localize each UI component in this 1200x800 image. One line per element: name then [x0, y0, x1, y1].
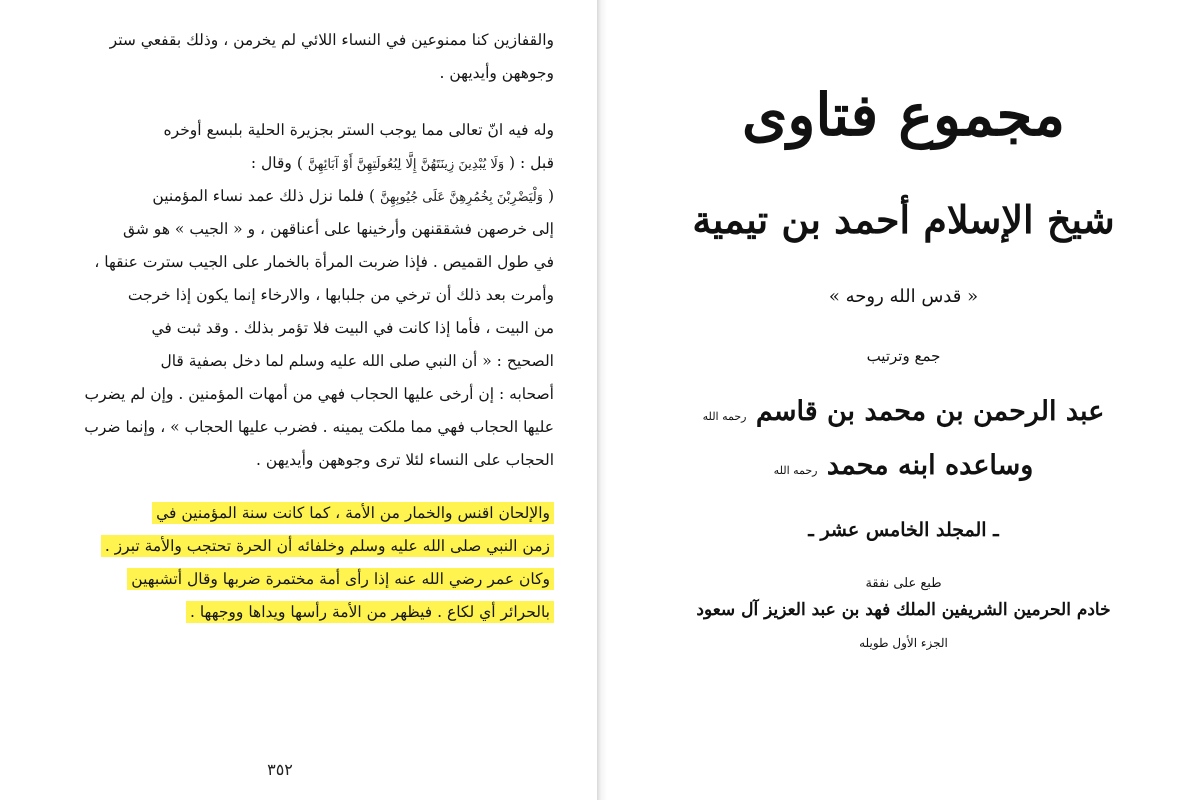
highlighted-line: [54, 530, 554, 563]
highlighted-text: وكان عمر رضي الله عنه إذا رأى أمة مختمرة ضربها وقال أتشبهين: [127, 568, 554, 590]
text-line: من البيت ، فأما إذا كانت في البيت فلا تؤمر بذلك . وقد ثبت في: [151, 319, 554, 337]
honorific: « قدس الله روحه »: [828, 286, 979, 307]
text-line: وجوههن وأيديهن .: [439, 64, 554, 82]
right-title-page: [607, 0, 1200, 800]
text-line: وأمرت بعد ذلك أن ترخي من جلبابها ، والارخاء إنما يكون إذا خرجت: [127, 286, 554, 304]
volume-label: ـ المجلد الخامس عشر ـ: [808, 519, 999, 541]
closing-line: الجزء الأول طويله: [859, 636, 948, 650]
page-body-text: [54, 24, 554, 629]
highlighted-line: [54, 563, 554, 596]
sponsor-line: خادم الحرمين الشريفين الملك فهد بن عبد العزيز آل سعود: [696, 600, 1111, 620]
text-fragment: ) وقال :: [250, 154, 303, 172]
assistant-name-text: وساعده ابنه محمد: [826, 450, 1034, 481]
compiled-by-label: جمع وترتيب: [866, 347, 941, 365]
text-fragment: قبل : (: [504, 154, 554, 172]
text-line: عليها الحجاب فهي مما ملكت يمينه . فضرب عليها الحجاب » ، وإنما ضرب: [84, 418, 554, 436]
highlighted-text: بالحرائر أي لكاع . فيظهر من الأمة رأسها ويداها ووجهها .: [186, 601, 554, 623]
highlighted-text: زمن النبي صلى الله عليه وسلم وخلفائه أن الحرة تحتجب والأمة تبرز .: [101, 535, 554, 557]
printed-by-label: طبع على نفقة: [865, 576, 942, 591]
author-title: شيخ الإسلام أحمد بن تيمية: [692, 197, 1115, 242]
left-page: [0, 0, 597, 800]
text-line-with-verse: [54, 180, 554, 213]
page-number: ٣٥٢: [267, 760, 293, 779]
text-line: أصحابه : إن أرخى عليها الحجاب فهي من أمهات المؤمنين . وإن لم يضرب: [84, 385, 554, 403]
text-line: إلى خرصهن فشققنهن وأرخينها على أعناقهن ، و « الجيب » هو شق: [122, 220, 554, 238]
text-line: الحجاب على النساء لئلا ترى وجوههن وأيديهن .: [256, 451, 554, 469]
compiler-name-text: عبد الرحمن بن محمد بن قاسم: [755, 396, 1105, 427]
assistant-name: [607, 446, 1200, 491]
book-title: مجموع فتاوى: [741, 81, 1066, 149]
assistant-honor: رحمه الله: [773, 464, 818, 477]
quran-verse-1: وَلَا يُبْدِينَ زِينَتَهُنَّ إِلَّا لِبُعُولَتِهِنَّ أَوْ آبَائِهِنَّ: [307, 157, 505, 172]
compiler-name: [607, 392, 1200, 437]
highlighted-passage: [54, 497, 554, 629]
text-line-with-verse: [54, 147, 554, 180]
text-line: والقفازين كنا ممنوعين في النساء اللائي لم يخرمن ، وذلك بقفعي ستر: [109, 31, 554, 49]
book-gutter: [597, 0, 607, 800]
quran-verse-2: وَلْيَضْرِبْنَ بِخُمُرِهِنَّ عَلَى جُيُوبِهِنَّ: [379, 190, 544, 205]
compiler-honor: رحمه الله: [702, 410, 747, 423]
highlighted-text: والإلحان اقنس والخمار من الأمة ، كما كانت سنة المؤمنين في: [152, 502, 554, 524]
highlighted-line: [54, 596, 554, 629]
text-fragment: (: [543, 187, 554, 205]
text-line: وله فيه انّ تعالى مما يوجب الستر بجزيرة الحلية بلبسع أوخره: [163, 121, 554, 139]
highlighted-line: [54, 497, 554, 530]
text-line: في طول القميص . فإذا ضربت المرأة بالخمار على الجيب سترت عنقها ،: [94, 253, 554, 271]
text-fragment: ) فلما نزل ذلك عمد نساء المؤمنين: [152, 187, 376, 205]
text-line: الصحيح : « أن النبي صلى الله عليه وسلم لما دخل بصفية قال: [160, 352, 554, 370]
